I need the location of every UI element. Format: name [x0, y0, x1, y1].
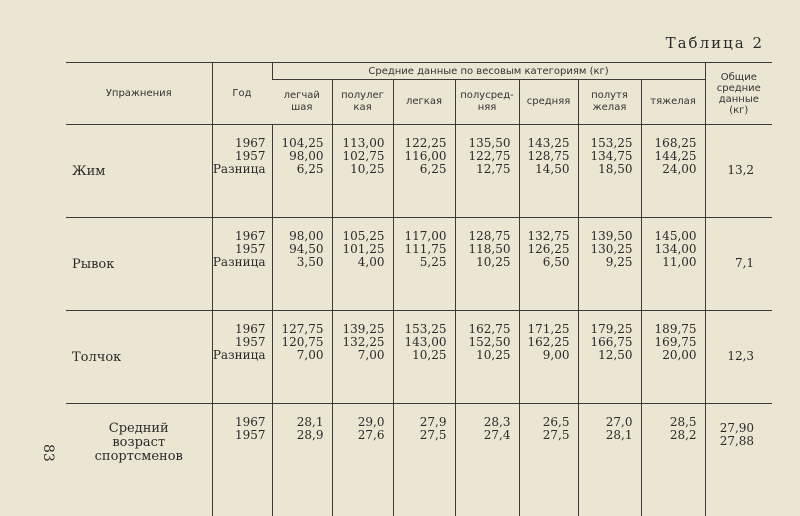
header-overall-line: (кг)	[706, 105, 773, 116]
header-category-line: полутя	[579, 90, 641, 102]
header-category	[332, 80, 393, 125]
value: 130,25	[579, 243, 633, 256]
header-category-line: легчай	[272, 90, 332, 102]
year-value: 1957	[213, 243, 266, 256]
value: 28,9	[273, 429, 324, 442]
year-cell	[212, 404, 272, 516]
table-row	[66, 218, 772, 311]
value: 122,25	[394, 137, 447, 150]
header-overall	[705, 63, 772, 125]
value-cell	[455, 404, 519, 516]
year-value: Разница	[213, 163, 266, 176]
value: 3,50	[273, 256, 324, 269]
header-exercise: Упражнения	[66, 63, 212, 125]
value-cell	[578, 218, 641, 311]
table-row	[66, 125, 772, 218]
year-value: 1967	[213, 416, 266, 429]
exercise-name-line: спортсменов	[66, 450, 212, 464]
value: 14,50	[520, 163, 570, 176]
year-value: Разница	[213, 349, 266, 362]
year-value: 1967	[213, 323, 266, 336]
value: 127,75	[273, 323, 324, 336]
exercise-name-line: Толчок	[72, 350, 212, 365]
value: 162,75	[456, 323, 511, 336]
value: 118,50	[456, 243, 511, 256]
value-cell	[578, 311, 641, 404]
value-cell	[393, 125, 455, 218]
value: 27,6	[333, 429, 385, 442]
header-category	[455, 80, 519, 125]
value: 28,5	[642, 416, 697, 429]
value-cell	[578, 404, 641, 516]
header-category	[393, 80, 455, 125]
value-cell	[272, 404, 332, 516]
value: 179,25	[579, 323, 633, 336]
value-cell	[519, 218, 578, 311]
value: 4,00	[333, 256, 385, 269]
value: 189,75	[642, 323, 697, 336]
value: 143,25	[520, 137, 570, 150]
value: 18,50	[579, 163, 633, 176]
year-cell	[212, 125, 272, 218]
value: 10,25	[456, 256, 511, 269]
value-cell	[393, 218, 455, 311]
value: 171,25	[520, 323, 570, 336]
value: 27,5	[520, 429, 570, 442]
overall-cell	[705, 218, 772, 311]
value: 134,00	[642, 243, 697, 256]
header-category-line: полулег	[333, 90, 393, 102]
value-cell	[455, 311, 519, 404]
overall-cell	[705, 125, 772, 218]
value: 143,00	[394, 336, 447, 349]
value: 12,50	[579, 349, 633, 362]
value: 9,00	[520, 349, 570, 362]
page-number: 83	[40, 444, 56, 462]
value: 27,4	[456, 429, 511, 442]
value: 101,25	[333, 243, 385, 256]
value: 139,25	[333, 323, 385, 336]
table-caption: Таблица 2	[666, 34, 764, 52]
value-cell	[519, 125, 578, 218]
header-category-line: средняя	[520, 96, 578, 108]
value-cell	[393, 404, 455, 516]
overall-value: 7,1	[706, 256, 755, 270]
exercise-name	[66, 311, 212, 404]
value-cell	[272, 218, 332, 311]
value: 20,00	[642, 349, 697, 362]
exercise-name	[66, 404, 212, 516]
value: 152,50	[456, 336, 511, 349]
year-cell	[212, 218, 272, 311]
value: 128,75	[520, 150, 570, 163]
overall-value-group	[706, 256, 755, 270]
header-category-line: шая	[272, 102, 332, 114]
value: 126,25	[520, 243, 570, 256]
value: 120,75	[273, 336, 324, 349]
header-group: Средние данные по весовым категориям (кг)	[272, 63, 705, 80]
value: 135,50	[456, 137, 511, 150]
value: 104,25	[273, 137, 324, 150]
value-cell	[393, 311, 455, 404]
value: 169,75	[642, 336, 697, 349]
value: 116,00	[394, 150, 447, 163]
exercise-name	[66, 218, 212, 311]
value: 162,25	[520, 336, 570, 349]
value: 6,25	[273, 163, 324, 176]
value: 132,25	[333, 336, 385, 349]
value: 29,0	[333, 416, 385, 429]
value: 102,75	[333, 150, 385, 163]
value-cell	[332, 125, 393, 218]
header-category-line: кая	[333, 102, 393, 114]
value-cell	[641, 125, 705, 218]
value: 94,50	[273, 243, 324, 256]
exercise-name-line: Средний	[66, 422, 212, 436]
overall-value: 27,90	[706, 422, 755, 435]
value-cell	[272, 125, 332, 218]
weight-categories-table	[66, 62, 772, 516]
overall-value-group	[706, 349, 755, 363]
value-cell	[641, 311, 705, 404]
year-value: 1957	[213, 429, 266, 442]
value: 27,5	[394, 429, 447, 442]
header-category-line: полусред-	[456, 90, 519, 102]
value: 6,50	[520, 256, 570, 269]
value: 26,5	[520, 416, 570, 429]
overall-value: 12,3	[706, 349, 755, 363]
value: 111,75	[394, 243, 447, 256]
value: 10,25	[333, 163, 385, 176]
value-cell	[641, 404, 705, 516]
value-cell	[455, 125, 519, 218]
header-category	[641, 80, 705, 125]
overall-value: 13,2	[706, 163, 755, 177]
value: 122,75	[456, 150, 511, 163]
value-cell	[641, 218, 705, 311]
value: 7,00	[333, 349, 385, 362]
value: 153,25	[579, 137, 633, 150]
value: 24,00	[642, 163, 697, 176]
value: 12,75	[456, 163, 511, 176]
overall-cell	[705, 311, 772, 404]
value: 117,00	[394, 230, 447, 243]
value: 28,1	[579, 429, 633, 442]
overall-value-group	[706, 422, 755, 448]
year-value: 1967	[213, 137, 266, 150]
value: 28,1	[273, 416, 324, 429]
header-overall-line: средние	[706, 83, 773, 94]
value-cell	[332, 218, 393, 311]
value: 28,2	[642, 429, 697, 442]
value: 153,25	[394, 323, 447, 336]
header-overall-line: данные	[706, 94, 773, 105]
header-overall-line: Общие	[706, 72, 773, 83]
value: 98,00	[273, 230, 324, 243]
year-cell	[212, 311, 272, 404]
value: 166,75	[579, 336, 633, 349]
value: 132,75	[520, 230, 570, 243]
overall-value: 27,88	[706, 435, 755, 448]
header-category	[578, 80, 641, 125]
value: 128,75	[456, 230, 511, 243]
value: 27,9	[394, 416, 447, 429]
year-value: 1957	[213, 150, 266, 163]
year-value: 1957	[213, 336, 266, 349]
table-row	[66, 404, 772, 516]
table-row	[66, 311, 772, 404]
value-cell	[455, 218, 519, 311]
value: 10,25	[394, 349, 447, 362]
value: 139,50	[579, 230, 633, 243]
value: 5,25	[394, 256, 447, 269]
header-year: Год	[212, 63, 272, 125]
value-cell	[519, 404, 578, 516]
value-cell	[332, 404, 393, 516]
exercise-name-line: Жим	[72, 164, 212, 179]
header-category	[272, 80, 332, 125]
value: 27,0	[579, 416, 633, 429]
value: 28,3	[456, 416, 511, 429]
header-category-line: легкая	[394, 96, 455, 108]
overall-value-group	[706, 163, 755, 177]
header-category-line: желая	[579, 102, 641, 114]
value: 113,00	[333, 137, 385, 150]
header-category-line: няя	[456, 102, 519, 114]
value: 105,25	[333, 230, 385, 243]
value-cell	[578, 125, 641, 218]
value: 145,00	[642, 230, 697, 243]
value: 168,25	[642, 137, 697, 150]
header-category	[519, 80, 578, 125]
exercise-name-line: Рывок	[72, 257, 212, 272]
value: 134,75	[579, 150, 633, 163]
value: 11,00	[642, 256, 697, 269]
value: 144,25	[642, 150, 697, 163]
value: 98,00	[273, 150, 324, 163]
value-cell	[332, 311, 393, 404]
value-cell	[272, 311, 332, 404]
value-cell	[519, 311, 578, 404]
value: 6,25	[394, 163, 447, 176]
header-category-line: тяжелая	[642, 96, 705, 108]
value: 9,25	[579, 256, 633, 269]
year-value: Разница	[213, 256, 266, 269]
value: 7,00	[273, 349, 324, 362]
year-value: 1967	[213, 230, 266, 243]
exercise-name	[66, 125, 212, 218]
value: 10,25	[456, 349, 511, 362]
overall-cell	[705, 404, 772, 516]
exercise-name-line: возраст	[66, 436, 212, 450]
